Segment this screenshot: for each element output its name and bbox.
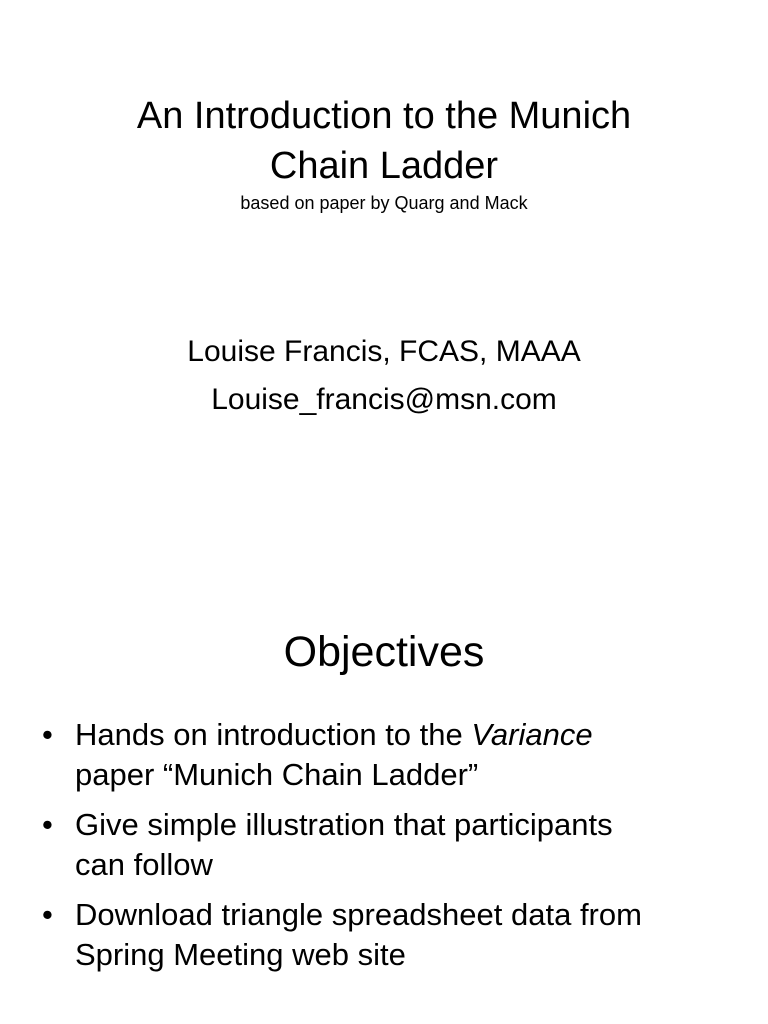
objective-1-line-2: paper “Munich Chain Ladder” — [75, 757, 479, 792]
slide-subtitle: based on paper by Quarg and Mack — [240, 193, 528, 213]
objectives-slide — [0, 510, 768, 1024]
objective-1-line-1 — [75, 715, 715, 755]
title-line-2: Chain Ladder — [269, 145, 499, 187]
objective-1-prefix: Hands on introduction to the — [75, 717, 472, 752]
objective-item — [0, 805, 715, 885]
objectives-title: Objectives — [283, 628, 485, 676]
author-email: Louise_francis@msn.com — [211, 383, 557, 416]
objective-3-line-2: Spring Meeting web site — [75, 937, 406, 972]
title-slide — [0, 0, 768, 510]
objective-3-line-1: Download triangle spreadsheet data from — [75, 897, 642, 932]
slide-title — [0, 91, 768, 191]
title-line-1: An Introduction to the Munich — [136, 95, 632, 137]
author-name: Louise Francis, FCAS, MAAA — [187, 335, 581, 368]
objective-2-line-2: can follow — [75, 847, 213, 882]
bullet-icon: • — [42, 717, 53, 752]
objectives-list — [0, 715, 768, 985]
objective-1-italic: Variance — [471, 717, 593, 752]
objective-item — [0, 715, 715, 795]
objective-item — [0, 895, 715, 975]
bullet-icon: • — [42, 807, 53, 842]
bullet-icon: • — [42, 897, 53, 932]
objective-2-line-1: Give simple illustration that participants — [75, 807, 613, 842]
